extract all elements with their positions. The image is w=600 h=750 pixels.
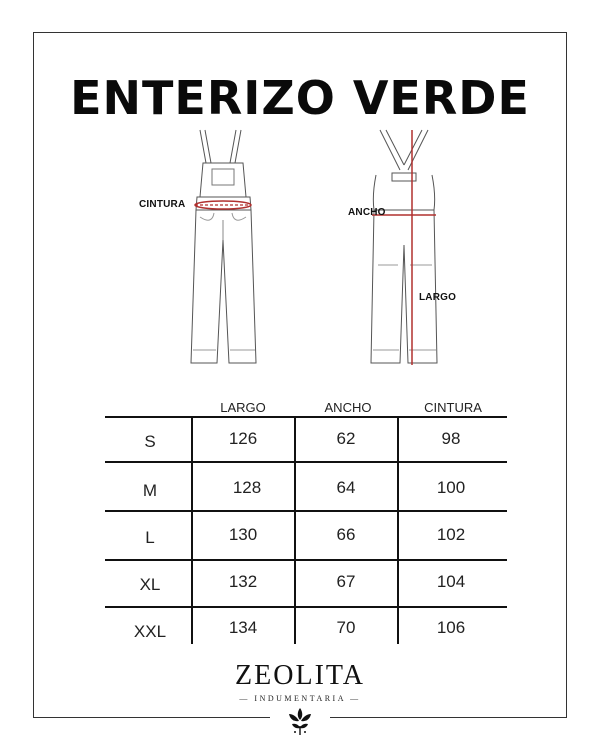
size-cell-s: S (144, 432, 156, 451)
largo-cell: 126 (228, 429, 258, 448)
brand-tagline (0, 694, 600, 703)
page-title: ENTERIZO VERDE (70, 71, 530, 125)
front-overall-illustration (191, 130, 256, 363)
ancho-cell: 62 (336, 429, 356, 448)
cintura-cell: 102 (436, 525, 466, 544)
tagline-text: INDUMENTARIA (254, 694, 346, 703)
size-cell-xxl: XXL (133, 622, 167, 641)
ancho-label: ANCHO (348, 207, 386, 218)
tagline-dash: — (239, 694, 250, 703)
table-rule (105, 606, 507, 608)
tagline-dash: — (350, 694, 361, 703)
size-cell-xl: XL (139, 575, 161, 594)
largo-cell: 134 (228, 618, 258, 637)
table-divider (397, 416, 399, 644)
largo-cell: 130 (228, 525, 258, 544)
ancho-cell: 70 (336, 618, 356, 637)
cintura-cell: 104 (436, 572, 466, 591)
size-cell-l: L (145, 528, 155, 547)
ancho-cell: 67 (336, 572, 356, 591)
table-rule (105, 416, 507, 418)
size-table (105, 416, 507, 646)
size-cell-m: M (142, 481, 158, 500)
flower-logo-icon (284, 706, 316, 736)
largo-cell: 128 (232, 478, 262, 497)
cintura-cell: 106 (436, 618, 466, 637)
table-rule (105, 559, 507, 561)
cintura-cell: 98 (441, 429, 461, 448)
back-overall-illustration (371, 130, 437, 363)
column-header-largo: LARGO (220, 400, 266, 415)
table-rule (105, 510, 507, 512)
ancho-cell: 66 (336, 525, 356, 544)
cintura-label: CINTURA (139, 199, 186, 210)
table-rule (105, 461, 507, 463)
largo-label: LARGO (419, 292, 457, 303)
column-header-ancho: ANCHO (324, 400, 372, 415)
largo-cell: 132 (228, 572, 258, 591)
overall-diagram (0, 125, 600, 375)
brand-name: ZEOLITA (235, 660, 365, 691)
cintura-cell: 100 (436, 478, 466, 497)
ancho-cell: 64 (336, 478, 356, 497)
column-header-cintura: CINTURA (424, 400, 482, 415)
